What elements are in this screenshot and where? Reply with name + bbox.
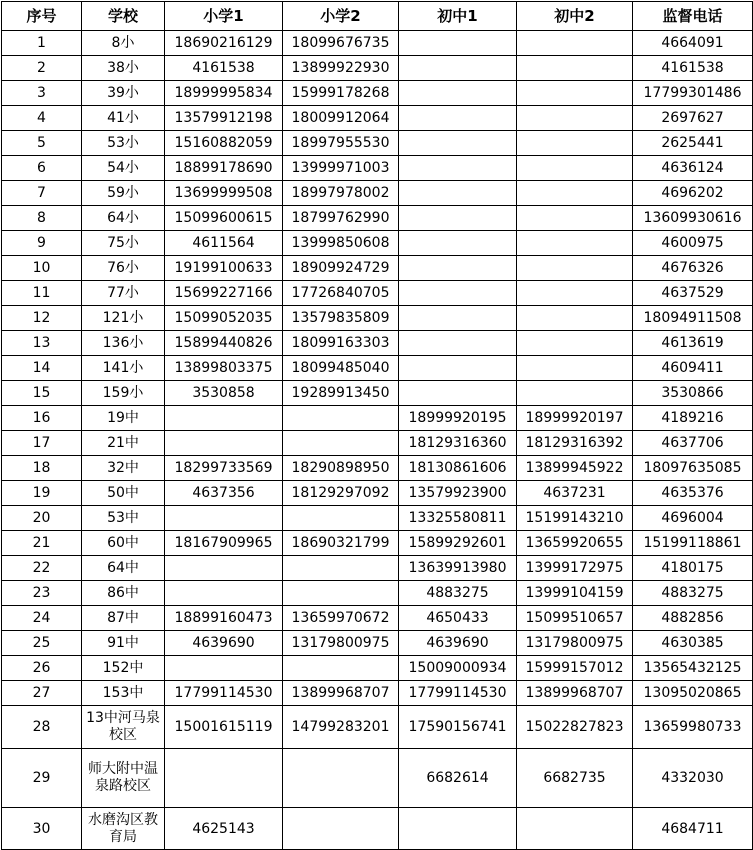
school-cell: 19中 <box>82 406 165 431</box>
index-cell: 9 <box>2 231 82 256</box>
table-row <box>2 749 753 808</box>
header-hotline: 监督电话 <box>633 2 753 31</box>
middle-1-cell <box>399 808 517 850</box>
primary-1-cell: 15099052035 <box>165 306 283 331</box>
index-cell: 1 <box>2 31 82 56</box>
table-row <box>2 531 753 556</box>
primary-2-cell <box>283 406 399 431</box>
middle-2-cell: 15022827823 <box>517 706 633 749</box>
middle-1-cell <box>399 331 517 356</box>
school-cell: 50中 <box>82 481 165 506</box>
index-cell: 29 <box>2 749 82 808</box>
index-cell: 6 <box>2 156 82 181</box>
school-cell: 水磨沟区教育局 <box>82 808 165 850</box>
primary-1-cell: 18299733569 <box>165 456 283 481</box>
primary-1-cell: 4625143 <box>165 808 283 850</box>
header-index: 序号 <box>2 2 82 31</box>
primary-1-cell: 3530858 <box>165 381 283 406</box>
primary-1-cell: 4161538 <box>165 56 283 81</box>
index-cell: 25 <box>2 631 82 656</box>
middle-2-cell <box>517 181 633 206</box>
table-row <box>2 81 753 106</box>
hotline-cell: 2625441 <box>633 131 753 156</box>
hotline-cell: 15199118861 <box>633 531 753 556</box>
table-row <box>2 808 753 850</box>
table-row <box>2 31 753 56</box>
header-middle-2: 初中2 <box>517 2 633 31</box>
table-row <box>2 381 753 406</box>
primary-2-cell: 17726840705 <box>283 281 399 306</box>
index-cell: 14 <box>2 356 82 381</box>
index-cell: 5 <box>2 131 82 156</box>
middle-2-cell <box>517 381 633 406</box>
primary-1-cell <box>165 749 283 808</box>
middle-2-cell <box>517 131 633 156</box>
hotline-cell: 4161538 <box>633 56 753 81</box>
primary-2-cell <box>283 506 399 531</box>
primary-2-cell: 13579835809 <box>283 306 399 331</box>
hotline-cell: 4637706 <box>633 431 753 456</box>
middle-2-cell: 13899945922 <box>517 456 633 481</box>
table-row <box>2 406 753 431</box>
primary-2-cell: 15999178268 <box>283 81 399 106</box>
middle-2-cell: 18129316392 <box>517 431 633 456</box>
table-row <box>2 106 753 131</box>
primary-1-cell: 19199100633 <box>165 256 283 281</box>
header-school: 学校 <box>82 2 165 31</box>
primary-1-cell <box>165 556 283 581</box>
middle-2-cell: 15199143210 <box>517 506 633 531</box>
primary-1-cell: 18690216129 <box>165 31 283 56</box>
table-row <box>2 181 753 206</box>
primary-2-cell: 18997978002 <box>283 181 399 206</box>
primary-1-cell: 4611564 <box>165 231 283 256</box>
table-row <box>2 306 753 331</box>
middle-2-cell <box>517 306 633 331</box>
table-row <box>2 331 753 356</box>
middle-2-cell <box>517 808 633 850</box>
primary-1-cell: 4637356 <box>165 481 283 506</box>
school-cell: 54小 <box>82 156 165 181</box>
primary-2-cell: 13999971003 <box>283 156 399 181</box>
table-row <box>2 131 753 156</box>
table-body <box>2 31 753 850</box>
middle-2-cell: 13999172975 <box>517 556 633 581</box>
primary-2-cell: 19289913450 <box>283 381 399 406</box>
middle-1-cell <box>399 181 517 206</box>
middle-2-cell <box>517 31 633 56</box>
middle-2-cell: 4637231 <box>517 481 633 506</box>
school-cell: 8小 <box>82 31 165 56</box>
middle-1-cell: 4639690 <box>399 631 517 656</box>
hotline-cell: 13659980733 <box>633 706 753 749</box>
school-cell: 121小 <box>82 306 165 331</box>
school-cell: 87中 <box>82 606 165 631</box>
primary-1-cell: 18899178690 <box>165 156 283 181</box>
table-row <box>2 506 753 531</box>
middle-1-cell <box>399 356 517 381</box>
school-cell: 86中 <box>82 581 165 606</box>
table-row <box>2 681 753 706</box>
middle-1-cell <box>399 231 517 256</box>
middle-2-cell <box>517 331 633 356</box>
index-cell: 2 <box>2 56 82 81</box>
middle-2-cell: 15099510657 <box>517 606 633 631</box>
hotline-cell: 18094911508 <box>633 306 753 331</box>
index-cell: 24 <box>2 606 82 631</box>
middle-2-cell: 13179800975 <box>517 631 633 656</box>
middle-1-cell: 13325580811 <box>399 506 517 531</box>
primary-1-cell: 18167909965 <box>165 531 283 556</box>
primary-2-cell <box>283 581 399 606</box>
primary-2-cell <box>283 556 399 581</box>
primary-2-cell <box>283 431 399 456</box>
table-row <box>2 231 753 256</box>
primary-1-cell: 15099600615 <box>165 206 283 231</box>
primary-2-cell: 18997955530 <box>283 131 399 156</box>
table-row <box>2 256 753 281</box>
hotline-cell: 4600975 <box>633 231 753 256</box>
middle-2-cell <box>517 231 633 256</box>
middle-2-cell <box>517 106 633 131</box>
middle-2-cell: 6682735 <box>517 749 633 808</box>
middle-2-cell <box>517 56 633 81</box>
middle-1-cell: 13639913980 <box>399 556 517 581</box>
primary-1-cell <box>165 506 283 531</box>
primary-1-cell: 18899160473 <box>165 606 283 631</box>
school-cell: 师大附中温泉路校区 <box>82 749 165 808</box>
school-cell: 77小 <box>82 281 165 306</box>
school-cell: 59小 <box>82 181 165 206</box>
school-cell: 39小 <box>82 81 165 106</box>
hotline-cell: 4882856 <box>633 606 753 631</box>
index-cell: 17 <box>2 431 82 456</box>
hotline-cell: 13095020865 <box>633 681 753 706</box>
school-cell: 75小 <box>82 231 165 256</box>
index-cell: 7 <box>2 181 82 206</box>
primary-1-cell <box>165 406 283 431</box>
school-cell: 21中 <box>82 431 165 456</box>
header-primary-1: 小学1 <box>165 2 283 31</box>
middle-2-cell: 18999920197 <box>517 406 633 431</box>
school-cell: 13中河马泉校区 <box>82 706 165 749</box>
primary-2-cell: 13899968707 <box>283 681 399 706</box>
primary-2-cell: 13179800975 <box>283 631 399 656</box>
middle-1-cell <box>399 106 517 131</box>
school-cell: 159小 <box>82 381 165 406</box>
primary-2-cell: 18099676735 <box>283 31 399 56</box>
middle-1-cell <box>399 156 517 181</box>
index-cell: 13 <box>2 331 82 356</box>
primary-1-cell: 15160882059 <box>165 131 283 156</box>
primary-2-cell: 18290898950 <box>283 456 399 481</box>
index-cell: 16 <box>2 406 82 431</box>
table-row <box>2 56 753 81</box>
index-cell: 26 <box>2 656 82 681</box>
primary-2-cell: 18009912064 <box>283 106 399 131</box>
primary-1-cell: 15899440826 <box>165 331 283 356</box>
middle-2-cell <box>517 281 633 306</box>
hotline-cell: 4636124 <box>633 156 753 181</box>
middle-1-cell: 4883275 <box>399 581 517 606</box>
primary-2-cell: 18129297092 <box>283 481 399 506</box>
school-cell: 53中 <box>82 506 165 531</box>
index-cell: 30 <box>2 808 82 850</box>
primary-2-cell <box>283 808 399 850</box>
primary-2-cell: 13659970672 <box>283 606 399 631</box>
middle-2-cell: 13999104159 <box>517 581 633 606</box>
index-cell: 4 <box>2 106 82 131</box>
middle-1-cell: 17590156741 <box>399 706 517 749</box>
table-row <box>2 281 753 306</box>
primary-1-cell: 18999995834 <box>165 81 283 106</box>
index-cell: 28 <box>2 706 82 749</box>
index-cell: 19 <box>2 481 82 506</box>
primary-2-cell: 18799762990 <box>283 206 399 231</box>
school-cell: 153中 <box>82 681 165 706</box>
middle-1-cell <box>399 56 517 81</box>
header-middle-1: 初中1 <box>399 2 517 31</box>
middle-2-cell <box>517 356 633 381</box>
middle-1-cell: 18999920195 <box>399 406 517 431</box>
table-row <box>2 606 753 631</box>
table-row <box>2 356 753 381</box>
hotline-cell: 4613619 <box>633 331 753 356</box>
primary-1-cell <box>165 656 283 681</box>
primary-1-cell: 17799114530 <box>165 681 283 706</box>
hotline-cell: 4696004 <box>633 506 753 531</box>
index-cell: 21 <box>2 531 82 556</box>
primary-2-cell <box>283 656 399 681</box>
middle-1-cell <box>399 281 517 306</box>
middle-2-cell <box>517 256 633 281</box>
middle-1-cell <box>399 381 517 406</box>
middle-1-cell: 18130861606 <box>399 456 517 481</box>
primary-2-cell: 18690321799 <box>283 531 399 556</box>
index-cell: 8 <box>2 206 82 231</box>
index-cell: 3 <box>2 81 82 106</box>
table-row <box>2 706 753 749</box>
index-cell: 18 <box>2 456 82 481</box>
header-primary-2: 小学2 <box>283 2 399 31</box>
school-cell: 41小 <box>82 106 165 131</box>
index-cell: 22 <box>2 556 82 581</box>
school-cell: 141小 <box>82 356 165 381</box>
index-cell: 15 <box>2 381 82 406</box>
middle-1-cell <box>399 256 517 281</box>
primary-1-cell: 4639690 <box>165 631 283 656</box>
school-cell: 64中 <box>82 556 165 581</box>
school-cell: 64小 <box>82 206 165 231</box>
middle-1-cell <box>399 31 517 56</box>
table-header <box>2 2 753 31</box>
hotline-cell: 18097635085 <box>633 456 753 481</box>
table-row <box>2 556 753 581</box>
primary-1-cell <box>165 431 283 456</box>
school-cell: 53小 <box>82 131 165 156</box>
index-cell: 10 <box>2 256 82 281</box>
index-cell: 27 <box>2 681 82 706</box>
primary-1-cell <box>165 581 283 606</box>
middle-1-cell: 15009000934 <box>399 656 517 681</box>
hotline-cell: 4883275 <box>633 581 753 606</box>
table-row <box>2 431 753 456</box>
school-cell: 91中 <box>82 631 165 656</box>
primary-2-cell: 13899922930 <box>283 56 399 81</box>
table-row <box>2 581 753 606</box>
middle-1-cell: 13579923900 <box>399 481 517 506</box>
table-row <box>2 656 753 681</box>
hotline-cell: 4609411 <box>633 356 753 381</box>
middle-2-cell <box>517 156 633 181</box>
middle-1-cell: 17799114530 <box>399 681 517 706</box>
school-cell: 152中 <box>82 656 165 681</box>
middle-2-cell <box>517 206 633 231</box>
middle-2-cell: 15999157012 <box>517 656 633 681</box>
primary-1-cell: 13899803375 <box>165 356 283 381</box>
phone-table <box>1 1 753 850</box>
middle-1-cell <box>399 306 517 331</box>
hotline-cell: 4630385 <box>633 631 753 656</box>
hotline-cell: 4696202 <box>633 181 753 206</box>
middle-1-cell: 4650433 <box>399 606 517 631</box>
index-cell: 23 <box>2 581 82 606</box>
hotline-cell: 4664091 <box>633 31 753 56</box>
index-cell: 20 <box>2 506 82 531</box>
primary-1-cell: 13699999508 <box>165 181 283 206</box>
hotline-cell: 4637529 <box>633 281 753 306</box>
middle-2-cell: 13659920655 <box>517 531 633 556</box>
primary-1-cell: 13579912198 <box>165 106 283 131</box>
primary-2-cell: 14799283201 <box>283 706 399 749</box>
primary-1-cell: 15699227166 <box>165 281 283 306</box>
hotline-cell: 4635376 <box>633 481 753 506</box>
hotline-cell: 13565432125 <box>633 656 753 681</box>
school-cell: 32中 <box>82 456 165 481</box>
middle-1-cell <box>399 206 517 231</box>
hotline-cell: 4180175 <box>633 556 753 581</box>
middle-1-cell: 6682614 <box>399 749 517 808</box>
primary-2-cell: 13999850608 <box>283 231 399 256</box>
primary-2-cell: 18909924729 <box>283 256 399 281</box>
hotline-cell: 2697627 <box>633 106 753 131</box>
header-row <box>2 2 753 31</box>
school-cell: 38小 <box>82 56 165 81</box>
middle-1-cell: 15899292601 <box>399 531 517 556</box>
primary-2-cell: 18099485040 <box>283 356 399 381</box>
hotline-cell: 4189216 <box>633 406 753 431</box>
primary-2-cell: 18099163303 <box>283 331 399 356</box>
hotline-cell: 13609930616 <box>633 206 753 231</box>
school-cell: 60中 <box>82 531 165 556</box>
hotline-cell: 4684711 <box>633 808 753 850</box>
primary-1-cell: 15001615119 <box>165 706 283 749</box>
middle-2-cell <box>517 81 633 106</box>
middle-1-cell <box>399 81 517 106</box>
hotline-cell: 3530866 <box>633 381 753 406</box>
table-row <box>2 631 753 656</box>
index-cell: 11 <box>2 281 82 306</box>
table-row <box>2 156 753 181</box>
primary-2-cell <box>283 749 399 808</box>
school-cell: 136小 <box>82 331 165 356</box>
hotline-cell: 17799301486 <box>633 81 753 106</box>
hotline-cell: 4332030 <box>633 749 753 808</box>
middle-1-cell <box>399 131 517 156</box>
middle-2-cell: 13899968707 <box>517 681 633 706</box>
middle-1-cell: 18129316360 <box>399 431 517 456</box>
table-row <box>2 206 753 231</box>
index-cell: 12 <box>2 306 82 331</box>
school-cell: 76小 <box>82 256 165 281</box>
hotline-cell: 4676326 <box>633 256 753 281</box>
table-row <box>2 456 753 481</box>
table-row <box>2 481 753 506</box>
